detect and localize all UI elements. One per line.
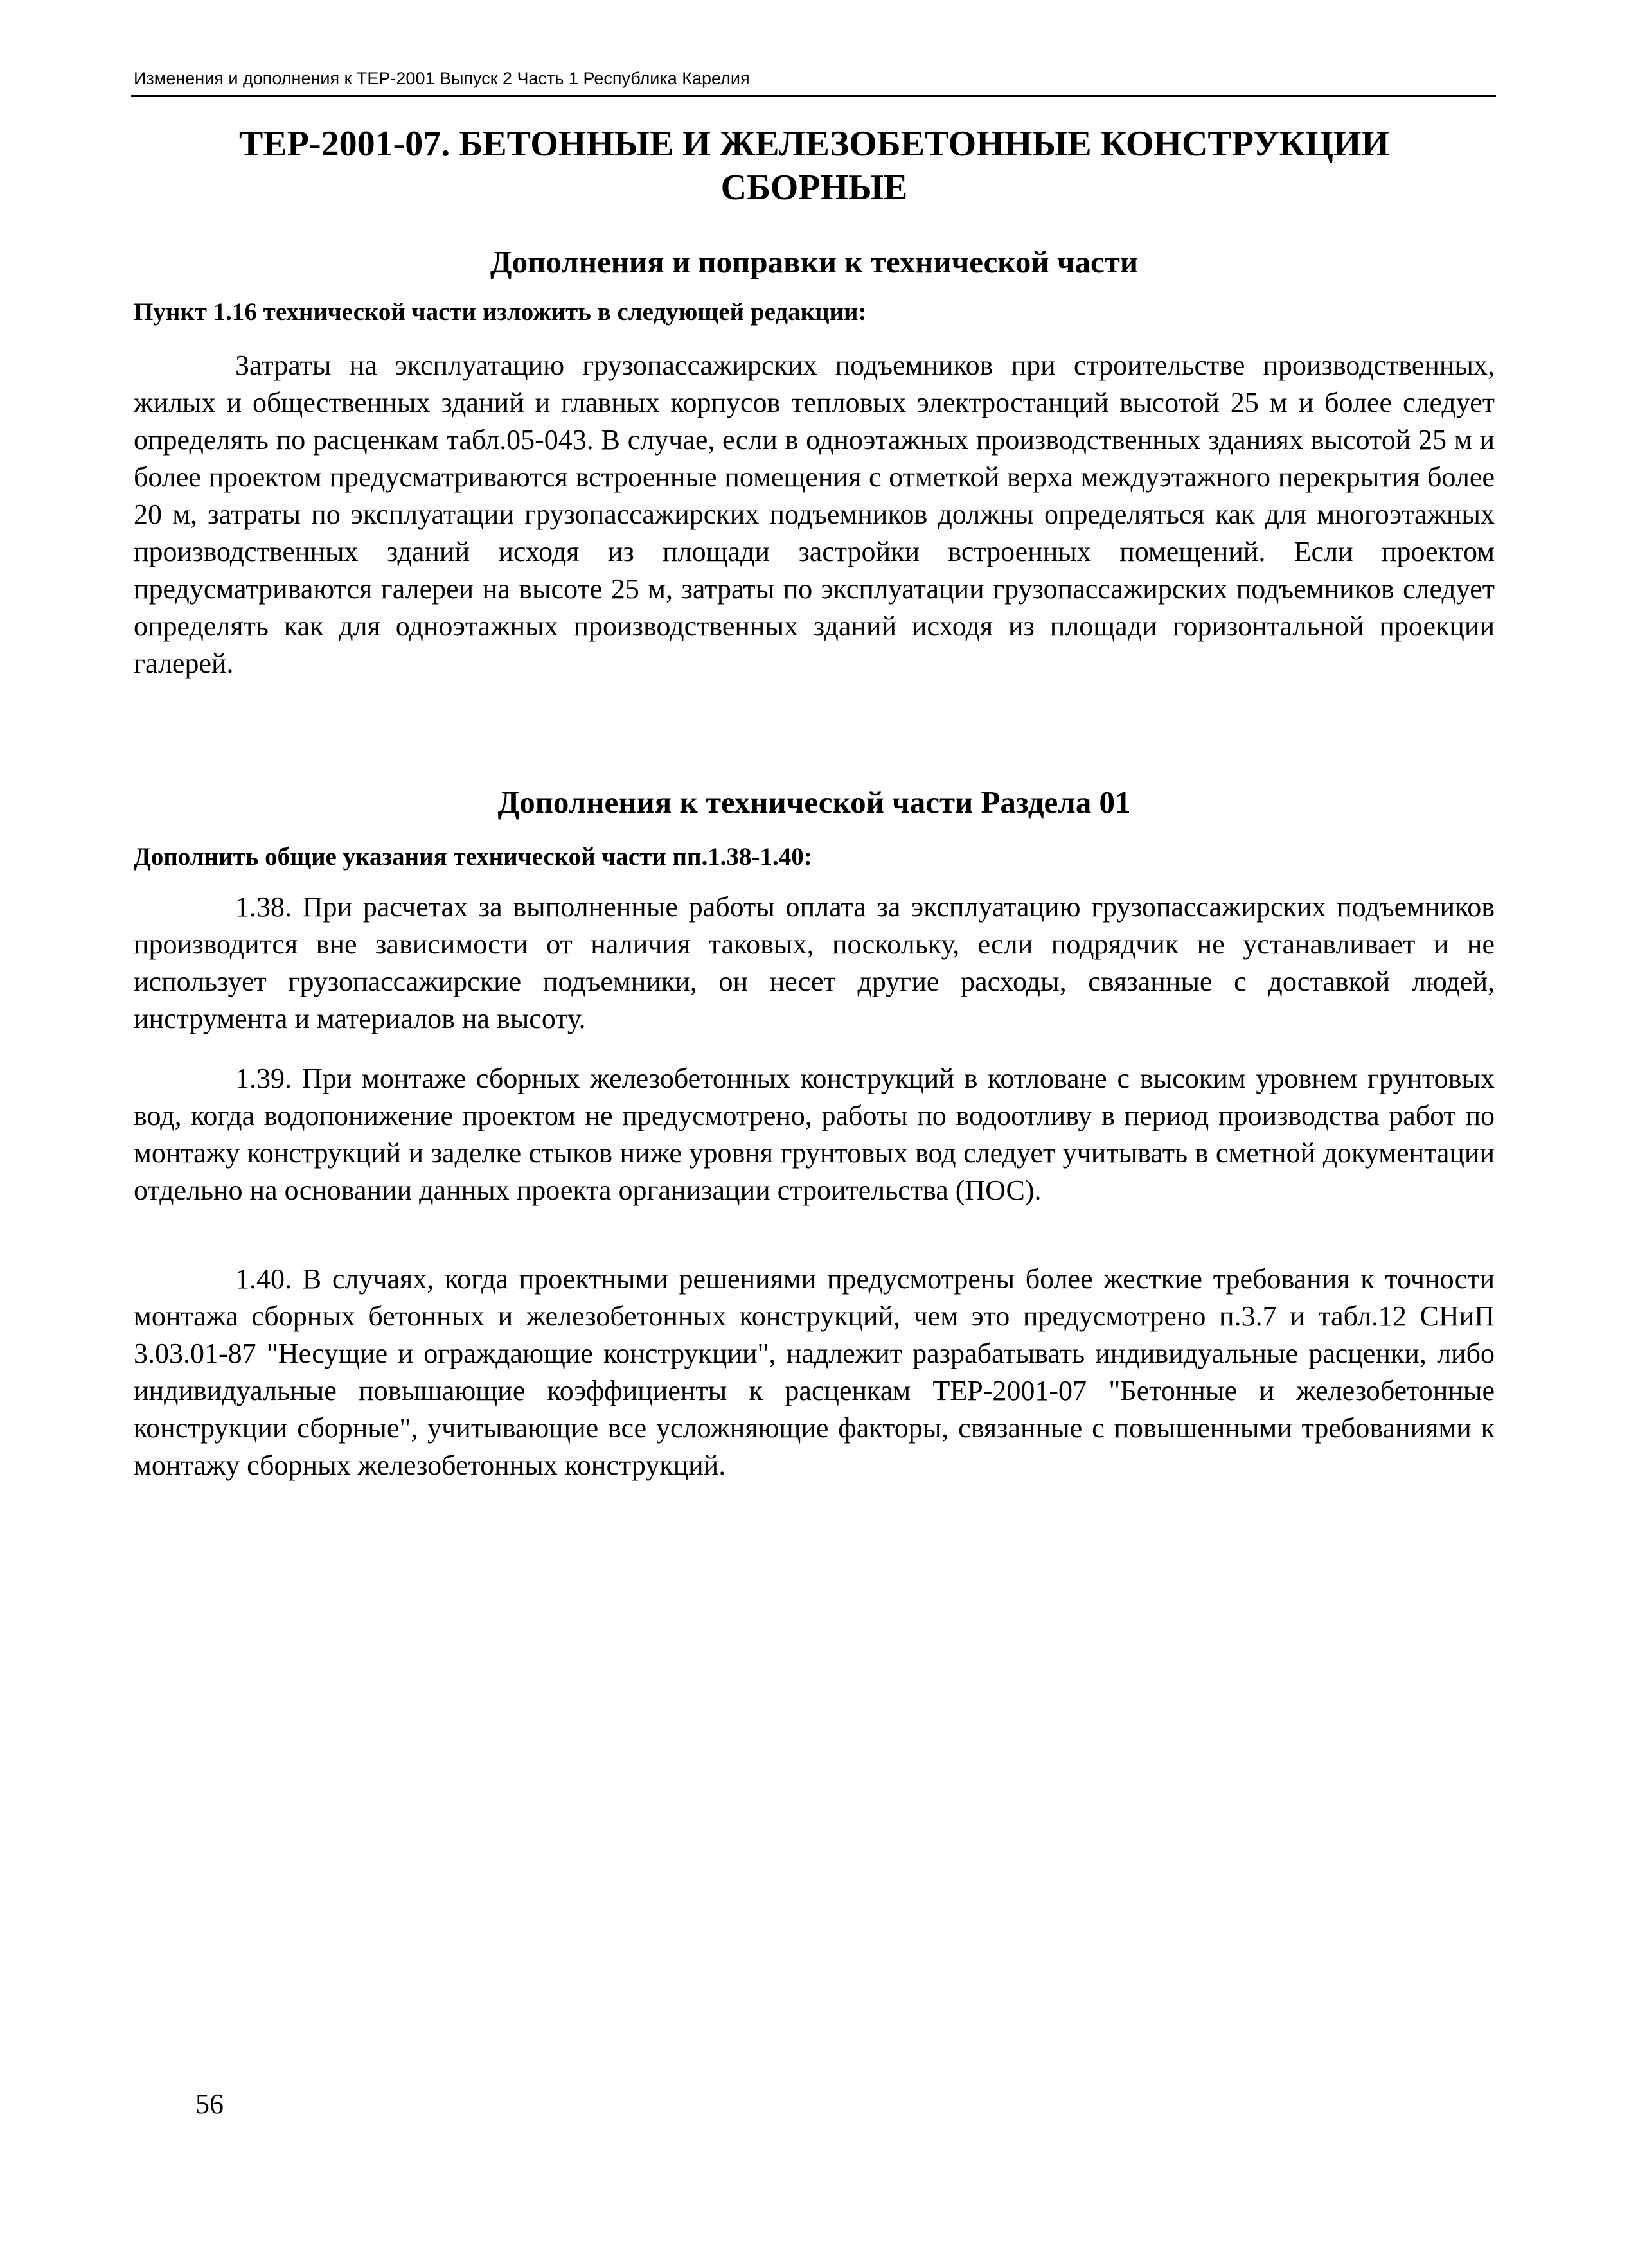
page-number: 56	[195, 2088, 224, 2120]
section-1-paragraph: Затраты на эксплуатацию грузопассажирских подъемников при строительстве производственных, жилых и общественных зданий и главных корпусов тепловых электростанций высотой 25 м и более следует определять по расценкам табл.05-043. В случае, если в одноэтажных производственных зданиях высотой 25 м и более проектом предусматриваются встроенные помещения с отметкой верха междуэтажного перекрытия более 20 м, затраты по эксплуатации грузопассажирских подъемников должны определяться как для многоэтажных производственных зданий исходя из площади застройки встроенных помещений. Если проектом предусматриваются галереи на высоте 25 м, затраты по эксплуатации грузопассажирских подъемников следует определять как для одноэтажных производственных зданий исходя из площади горизонтальной проекции галерей.	[134, 350, 1495, 679]
header-divider	[131, 95, 1496, 97]
paragraph-1-40: 1.40. В случаях, когда проектными решениями предусмотрены более жесткие требования к точности монтажа сборных бетонных и железобетонных конструкций, чем это предусмотрено п.3.7 и табл.12 СНиП 3.03.01-87 "Несущие и ограждающие конструкции", надлежит разрабатывать индивидуальные расценки, либо индивидуальные повышающие коэффициенты к расценкам ТЕР-2001-07 "Бетонные и железобетонные конструкции сборные", учитывающие все усложняющие факторы, связанные с повышенными требованиями к монтажу сборных железобетонных конструкций.	[134, 1263, 1495, 1481]
page-title-line-1: ТЕР-2001-07. БЕТОННЫЕ И ЖЕЛЕЗОБЕТОННЫЕ КОНСТРУКЦИИ	[239, 124, 1389, 164]
running-header: Изменения и дополнения к ТЕР-2001 Выпуск 2 Часть 1 Республика Карелия	[134, 69, 750, 88]
page-title-line-2: СБОРНЫЕ	[720, 168, 908, 208]
paragraph-1-39: 1.39. При монтаже сборных железобетонных конструкций в котловане с высоким уровнем грунтовых вод, когда водопонижение проектом не предусмотрено, работы по водоотливу в период производства работ по монтажу конструкций и заделке стыков ниже уровня грунтовых вод следует учитывать в сметной документации отдельно на основании данных проекта организации строительства (ПОС).	[134, 1063, 1495, 1206]
section-2-subheading: Дополнить общие указания технической части пп.1.38-1.40:	[134, 843, 812, 871]
page-title	[134, 122, 1495, 209]
section-2-heading: Дополнения к технической части Раздела 01	[497, 784, 1131, 820]
paragraph-1-38: 1.38. При расчетах за выполненные работы оплата за эксплуатацию грузопассажирских подъемников производится вне зависимости от наличия таковых, поскольку, если подрядчик не устанавливает и не использует грузопассажирские подъемники, он несет другие расходы, связанные с доставкой людей, инструмента и материалов на высоту.	[134, 891, 1495, 1034]
section-1-heading: Дополнения и поправки к технической части	[490, 244, 1139, 279]
section-1-subheading: Пункт 1.16 технической части изложить в следующей редакции:	[134, 298, 867, 326]
